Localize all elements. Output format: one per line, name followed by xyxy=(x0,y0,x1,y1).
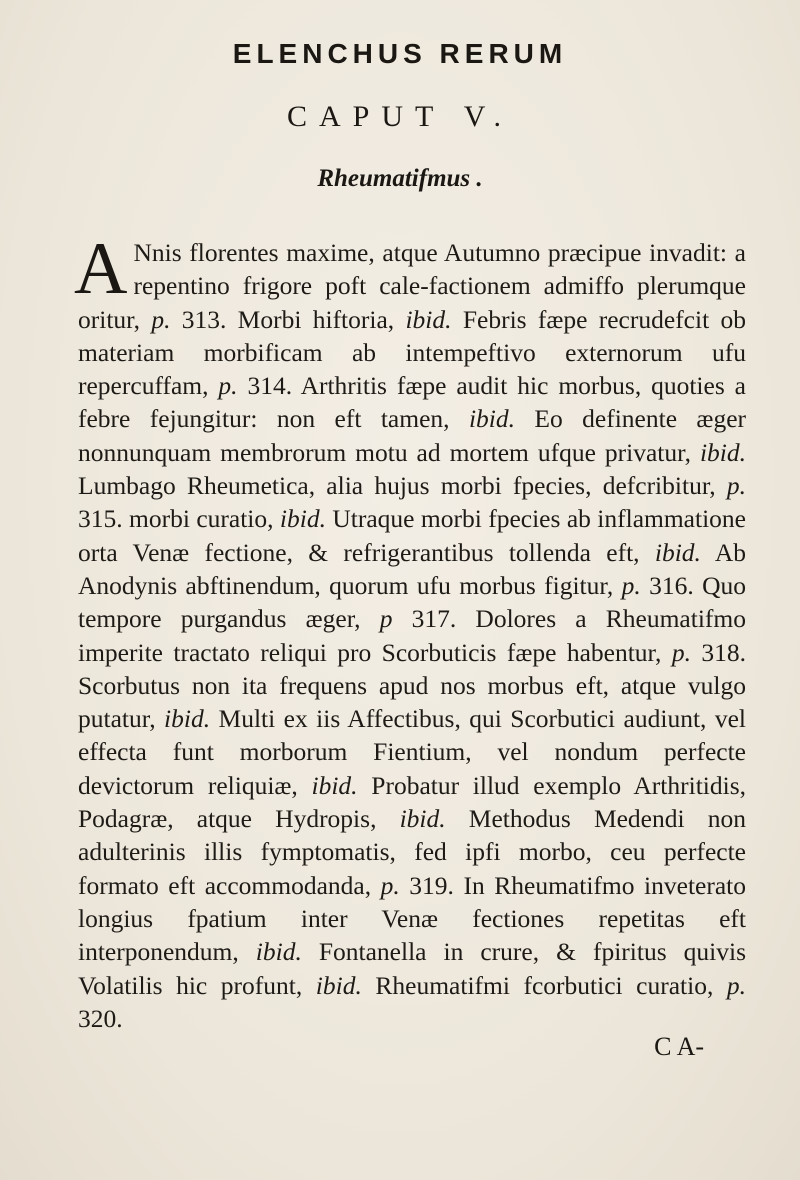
page-reference-italic: ibid. xyxy=(468,404,515,434)
drop-cap-initial: A xyxy=(74,228,128,310)
text-run: 315. morbi curatio, xyxy=(78,504,280,534)
page-reference-italic: ibid. xyxy=(315,970,362,1000)
page-reference-italic: ibid. xyxy=(699,437,746,467)
page-reference-italic: ibid. xyxy=(164,704,211,734)
text-run: Febris fæpe recrudefcit ob materiam morbificam ab intempeftivo externorum ufu repercuffam, xyxy=(78,304,746,401)
text-run: 317. Dolores a Rheumatifmo imperite tractato reliqui pro Scorbuticis fæpe habentur, xyxy=(78,604,746,667)
text-run: Rheumatifmi fcorbutici curatio, xyxy=(361,970,727,1000)
text-run: Methodus Medendi non adulterinis illis fymptomatis, fed ipfi morbo, ceu perfecte formato eft accommodanda, xyxy=(78,804,746,900)
text-run: Lumbago Rheumetica, alia hujus morbi fpecies, defcribitur, xyxy=(78,471,727,501)
page-reference-italic: ibid. xyxy=(405,304,452,334)
text-run: Utraque morbi fpecies ab inflammatione orta Venæ fectione, & refrigerantibus tollenda eft, xyxy=(78,504,746,567)
text-run: Fontanella in crure, & fpiritus quivis Volatilis hic profunt, xyxy=(78,937,746,1000)
text-run: Multi ex iis Affectibus, qui Scorbutici audiunt, vel effecta funt morborum Fientium, vel nondum perfecte devictorum reliquiæ, xyxy=(78,704,746,800)
text-run: 319. In Rheumatifmo inveterato longius fpatium inter Venæ fectiones repetitas eft interponendum, xyxy=(78,870,746,967)
index-paragraph xyxy=(74,228,747,1035)
text-run: 318. Scorbutus non ita frequens apud nos morbus eft, atque vulgo putatur, xyxy=(78,637,746,734)
text-run: 313. Morbi hiftoria, xyxy=(170,304,406,334)
text-run: Probatur illud exemplo Arthritidis, Podagræ, atque Hydropis, xyxy=(78,770,746,834)
chapter-heading: CAPUT V. xyxy=(286,100,514,133)
text-run: Eo definente æger nonnunquam membrorum motu ad mortem ufque privatur, xyxy=(78,404,746,467)
page-reference-italic: p xyxy=(379,604,393,634)
page-reference-italic: ibid. xyxy=(399,804,446,834)
running-head: ELENCHUS RERUM xyxy=(232,38,568,69)
page-reference-italic: p. xyxy=(218,371,238,401)
text-run: 314. Arthritis fæpe audit hic morbus, quoties a febre fejungitur: non eft tamen, xyxy=(78,371,746,434)
page-reference-italic: ibid. xyxy=(654,537,701,567)
text-run: Nnis florentes maxime, atque Autumno præcipue invadit: a repentino frigore poft cale-factionem admiffo plerumque oritur, xyxy=(78,238,746,334)
paragraph-text xyxy=(78,238,746,1033)
page-reference-italic: p. xyxy=(151,304,171,334)
text-run: 320. xyxy=(78,1003,123,1033)
text-run: Ab Anodynis abftinendum, quorum ufu morbus figitur, xyxy=(78,537,746,600)
page-reference-italic: p. xyxy=(726,471,746,501)
page-reference-italic: p. xyxy=(726,970,746,1000)
subject-title: Rheumatifmus . xyxy=(317,165,483,192)
catchword: C A- xyxy=(654,1032,704,1061)
page-reference-italic: ibid. xyxy=(311,770,358,800)
text-run: 316. Quo tempore purgandus æger, xyxy=(78,570,747,634)
page-reference-italic: ibid. xyxy=(255,937,302,967)
page-reference-italic: p. xyxy=(380,870,400,900)
page-reference-italic: ibid. xyxy=(279,504,326,534)
page-reference-italic: p. xyxy=(671,637,691,667)
page-reference-italic: p. xyxy=(621,570,641,600)
